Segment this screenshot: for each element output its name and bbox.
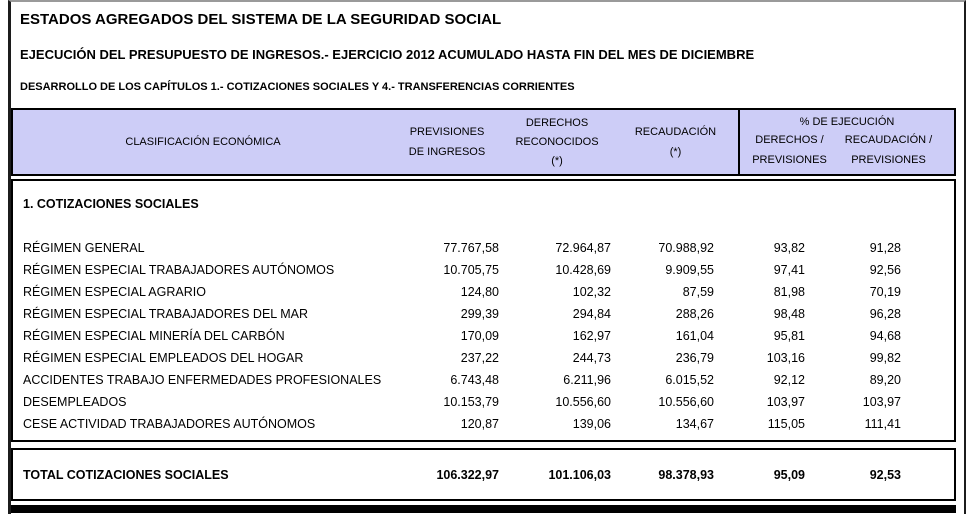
table-row <box>13 391 954 413</box>
row-label-cell: RÉGIMEN ESPECIAL TRABAJADORES DEL MAR <box>23 307 309 321</box>
row-derechos-cell: 102,32 <box>572 285 611 299</box>
total-derechos-previsiones-cell: 95,09 <box>773 467 805 482</box>
header-derechos <box>501 110 613 174</box>
row-recaudacion-cell: 9.909,55 <box>665 263 714 277</box>
row-derechos-cell: 72.964,87 <box>555 241 611 255</box>
header-ejecucion-title: % DE EJECUCIÓN <box>799 116 895 128</box>
row-derechos-previsiones-cell: 93,82 <box>773 241 805 255</box>
header-recaudacion <box>613 110 738 174</box>
row-label-cell: RÉGIMEN ESPECIAL AGRARIO <box>23 285 206 299</box>
table-row <box>13 281 954 303</box>
row-recaudacion-previsiones-cell: 96,28 <box>869 307 901 321</box>
row-recaudacion-cell: 87,59 <box>682 285 714 299</box>
header-previsiones-line1: PREVISIONES <box>409 126 485 138</box>
row-recaudacion-previsiones-cell: 99,82 <box>869 351 901 365</box>
row-previsiones-cell: 299,39 <box>460 307 499 321</box>
row-previsiones-cell: 237,22 <box>460 351 499 365</box>
header-recaudacion-previsiones-line1: RECAUDACIÓN / <box>844 133 933 146</box>
header-derechos-line2: RECONOCIDOS <box>515 135 599 148</box>
table-row <box>13 413 954 435</box>
row-label-cell: RÉGIMEN ESPECIAL EMPLEADOS DEL HOGAR <box>23 351 304 365</box>
header-recaudacion-line1: RECAUDACIÓN <box>634 126 717 138</box>
row-derechos-previsiones-cell: 92,12 <box>773 373 805 387</box>
total-recaudacion-cell: 98.378,93 <box>658 467 714 482</box>
row-derechos-previsiones-cell: 81,98 <box>773 285 805 299</box>
section-title: 1. COTIZACIONES SOCIALES <box>23 197 199 211</box>
row-recaudacion-cell: 236,79 <box>675 351 714 365</box>
row-derechos-cell: 162,97 <box>572 329 611 343</box>
row-recaudacion-previsiones-cell: 91,28 <box>869 241 901 255</box>
row-previsiones-cell: 124,80 <box>460 285 499 299</box>
total-recaudacion-previsiones-cell: 92,53 <box>869 467 901 482</box>
table-body <box>11 179 956 442</box>
table-row <box>13 259 954 281</box>
total-label-cell: TOTAL COTIZACIONES SOCIALES <box>23 467 229 482</box>
table-row <box>13 369 954 391</box>
row-previsiones-cell: 77.767,58 <box>443 241 499 255</box>
row-label-cell: RÉGIMEN ESPECIAL TRABAJADORES AUTÓNOMOS <box>23 263 335 277</box>
row-recaudacion-previsiones-cell: 111,41 <box>864 417 901 431</box>
row-recaudacion-cell: 134,67 <box>675 417 714 431</box>
row-derechos-previsiones-cell: 98,48 <box>773 307 805 321</box>
row-previsiones-cell: 170,09 <box>460 329 499 343</box>
total-row <box>11 448 956 501</box>
row-recaudacion-previsiones-cell: 94,68 <box>869 329 901 343</box>
document-frame <box>8 0 966 514</box>
row-label-cell: CESE ACTIVIDAD TRABAJADORES AUTÓNOMOS <box>23 417 316 431</box>
table-rows <box>13 237 954 435</box>
row-derechos-cell: 244,73 <box>572 351 611 365</box>
header-derechos-previsiones-line2: PREVISIONES <box>752 153 827 166</box>
row-previsiones-cell: 6.743,48 <box>450 373 499 387</box>
header-recaudacion-line2: (*) <box>669 146 682 158</box>
header-derechos-previsiones-line1: DERECHOS / <box>755 133 824 146</box>
row-label-cell: RÉGIMEN GENERAL <box>23 241 145 255</box>
total-derechos-cell: 101.106,03 <box>548 467 611 482</box>
row-recaudacion-cell: 288,26 <box>675 307 714 321</box>
header-derechos-previsiones <box>740 129 839 174</box>
row-derechos-previsiones-cell: 103,97 <box>766 395 805 409</box>
row-recaudacion-previsiones-cell: 103,97 <box>862 395 901 409</box>
report-title: ESTADOS AGREGADOS DEL SISTEMA DE LA SEGURIDAD SOCIAL <box>20 11 502 28</box>
row-derechos-cell: 10.428,69 <box>555 263 611 277</box>
table-row <box>13 347 954 369</box>
row-recaudacion-previsiones-cell: 89,20 <box>869 373 901 387</box>
row-derechos-previsiones-cell: 103,16 <box>766 351 805 365</box>
table-row <box>13 325 954 347</box>
report-chapter-line: DESARROLLO DE LOS CAPÍTULOS 1.- COTIZACIONES SOCIALES Y 4.- TRANSFERENCIAS CORRIENTES <box>20 81 575 93</box>
row-previsiones-cell: 10.153,79 <box>443 395 499 409</box>
row-derechos-cell: 294,84 <box>572 307 611 321</box>
row-derechos-cell: 10.556,60 <box>555 395 611 409</box>
row-label-cell: ACCIDENTES TRABAJO ENFERMEDADES PROFESIONALES <box>23 373 382 387</box>
row-recaudacion-cell: 10.556,60 <box>658 395 714 409</box>
row-recaudacion-previsiones-cell: 70,19 <box>869 285 901 299</box>
header-ejecucion-columns <box>740 129 954 174</box>
table-row <box>13 303 954 325</box>
header-derechos-line3: (*) <box>551 154 563 167</box>
row-derechos-previsiones-cell: 97,41 <box>773 263 805 277</box>
header-previsiones-line2: DE INGRESOS <box>408 146 486 158</box>
header-derechos-line1: DERECHOS <box>525 116 589 129</box>
row-label-cell: RÉGIMEN ESPECIAL MINERÍA DEL CARBÓN <box>23 329 285 343</box>
table-header <box>11 108 956 176</box>
total-previsiones-cell: 106.322,97 <box>436 467 499 482</box>
row-recaudacion-cell: 6.015,52 <box>665 373 714 387</box>
row-recaudacion-previsiones-cell: 92,56 <box>869 263 901 277</box>
row-recaudacion-cell: 161,04 <box>675 329 714 343</box>
row-previsiones-cell: 120,87 <box>460 417 499 431</box>
row-derechos-cell: 139,06 <box>572 417 611 431</box>
header-recaudacion-previsiones-line2: PREVISIONES <box>851 153 926 166</box>
row-recaudacion-cell: 70.988,92 <box>658 241 714 255</box>
row-derechos-previsiones-cell: 115,05 <box>767 417 805 431</box>
next-section-top-bar <box>11 505 956 513</box>
row-derechos-previsiones-cell: 95,81 <box>773 329 805 343</box>
row-label-cell: DESEMPLEADOS <box>23 395 127 409</box>
report-subtitle: EJECUCIÓN DEL PRESUPUESTO DE INGRESOS.- EJERCICIO 2012 ACUMULADO HASTA FIN DEL MES DE DICIEMBRE <box>20 47 755 62</box>
header-recaudacion-previsiones <box>839 129 954 174</box>
header-previsiones <box>393 110 501 174</box>
header-clasificacion: CLASIFICACIÓN ECONÓMICA <box>125 136 281 148</box>
header-ejecucion-group <box>738 110 954 174</box>
row-previsiones-cell: 10.705,75 <box>443 263 499 277</box>
table-row <box>13 237 954 259</box>
row-derechos-cell: 6.211,96 <box>563 373 611 387</box>
